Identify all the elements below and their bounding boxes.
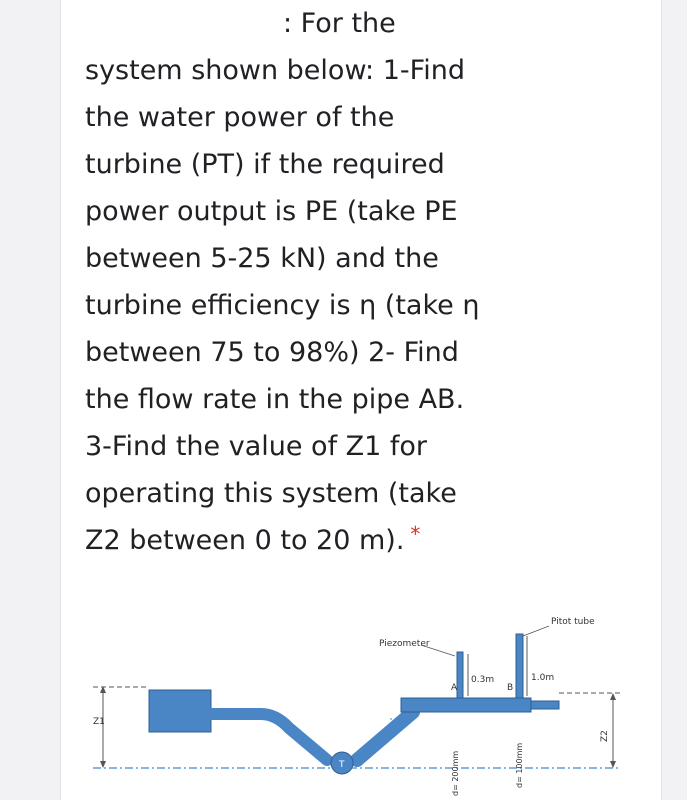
question-card [60, 0, 662, 800]
pipe-diameter-100: d= 100mm [515, 742, 524, 788]
z1-arrow-down [100, 761, 106, 768]
z2-arrow-down [610, 761, 616, 768]
z2-arrow-up [610, 693, 616, 700]
piezometer-tube [457, 652, 463, 698]
pitot-leader [523, 626, 549, 636]
pipe-system-diagram [61, 600, 661, 800]
z2-label: Z2 [600, 730, 610, 742]
question-line-last [85, 517, 645, 564]
pipe-diameter-200: d= 200mm [451, 750, 460, 796]
question-line: turbine (PT) if the required [85, 149, 445, 180]
piezometer-label: Piezometer [379, 639, 430, 649]
question-line: 3-Find the value of Z1 for [85, 431, 428, 462]
z1-label: Z1 [93, 717, 105, 727]
pipe-ab [401, 698, 531, 712]
question-line: between 75 to 98%) 2- Find [85, 337, 459, 368]
reservoir-tank [149, 690, 211, 732]
question-line-text: Z2 between 0 to 20 m). [85, 525, 405, 556]
question-line: the water power of the [85, 102, 395, 133]
point-b-label: B [507, 683, 514, 693]
point-a-label: A [451, 683, 458, 693]
question-line: system shown below: 1-Find [85, 55, 465, 86]
h2-label: 1.0m [531, 673, 555, 683]
question-line: between 5-25 kN) and the [85, 243, 439, 274]
pipe-downstream [531, 701, 559, 709]
question-line: turbine efficiency is η (take η [85, 290, 480, 321]
outlet-pipe [357, 712, 413, 760]
h1-label: 0.3m [471, 675, 495, 685]
question-line: the flow rate in the pipe AB. [85, 384, 465, 415]
inlet-pipe [211, 714, 327, 760]
required-asterisk: * [410, 522, 421, 546]
turbine-label: T [339, 760, 345, 770]
question-text [85, 0, 645, 564]
question-line: : For the [283, 8, 396, 39]
pitot-tube [516, 634, 523, 698]
question-line: power output is PE (take PE [85, 196, 458, 227]
pitot-tube-label: Pitot tube [551, 617, 595, 627]
question-line: operating this system (take [85, 478, 457, 509]
